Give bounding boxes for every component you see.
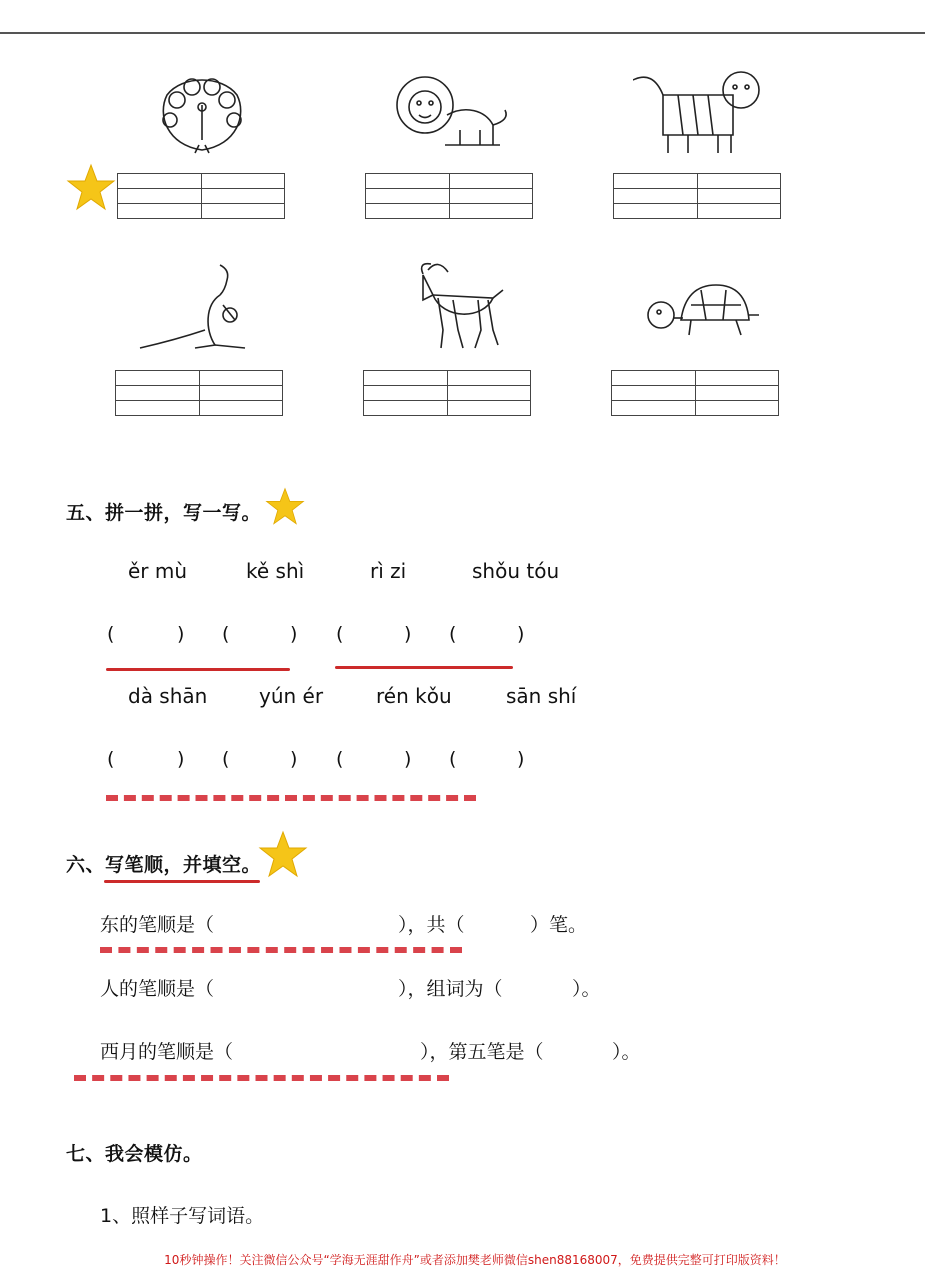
question-text: 东的笔顺是（: [100, 914, 215, 936]
star-icon: [265, 487, 305, 527]
question-text: ），第五笔是（: [420, 1041, 544, 1063]
animal-cell-peacock: [117, 65, 287, 240]
writing-grid[interactable]: [117, 173, 285, 219]
pinyin-label: sān shí: [506, 684, 577, 708]
answer-paren-open: (: [336, 748, 344, 770]
answer-paren-open: (: [336, 623, 344, 645]
animal-cell-tiger: [613, 65, 783, 240]
section5-title: 五、拼一拼，写一写。: [66, 502, 262, 524]
question-text: 西月的笔顺是（: [100, 1041, 234, 1063]
red-underline: [335, 666, 513, 669]
question-text: 1、照样子写词语。: [100, 1205, 265, 1227]
animal-cell-goat: [363, 260, 533, 435]
kangaroo-icon: [135, 260, 265, 355]
pinyin-label: shǒu tóu: [472, 559, 560, 583]
pinyin-label: yún ér: [259, 684, 324, 708]
red-dashed-underline: [106, 795, 476, 801]
answer-paren-close: ): [177, 748, 185, 770]
red-underline: [104, 880, 260, 883]
writing-grid[interactable]: [613, 173, 781, 219]
pinyin-label: rì zi: [370, 559, 407, 583]
lion-icon: [385, 65, 515, 160]
turtle-icon: [631, 260, 761, 355]
question-text: ），共（: [398, 914, 465, 936]
goat-icon: [383, 260, 513, 355]
red-dashed-underline: [100, 947, 462, 953]
animal-cell-lion: [365, 65, 535, 240]
peacock-icon: [137, 65, 267, 160]
answer-paren-close: ): [404, 748, 412, 770]
answer-paren-open: (: [449, 748, 457, 770]
top-rule: [0, 32, 925, 34]
footer-note: 10秒钟操作！关注微信公众号“学海无涯甜作舟”或者添加樊老师微信shen88168007，免费提供完整可打印版资料！: [164, 1253, 786, 1267]
writing-grid[interactable]: [363, 370, 531, 416]
star-icon: [258, 830, 308, 880]
animal-cell-turtle: [611, 260, 781, 435]
answer-paren-close: ): [290, 623, 298, 645]
pinyin-label: dà shān: [128, 684, 208, 708]
question-text: ）。: [612, 1041, 641, 1063]
red-dashed-underline: [74, 1075, 449, 1081]
answer-paren-close: ): [177, 623, 185, 645]
star-icon: [66, 163, 116, 213]
red-underline: [106, 668, 290, 671]
answer-paren-open: (: [222, 623, 230, 645]
answer-paren-close: ): [517, 623, 525, 645]
section7-title: 七、我会模仿。: [66, 1143, 203, 1165]
answer-paren-close: ): [404, 623, 412, 645]
pinyin-label: ěr mù: [128, 559, 188, 583]
answer-paren-open: (: [222, 748, 230, 770]
question-text: ），组词为（: [398, 978, 503, 1000]
writing-grid[interactable]: [611, 370, 779, 416]
question-text: ）。: [572, 978, 601, 1000]
answer-paren-open: (: [107, 623, 115, 645]
tiger-icon: [633, 65, 763, 160]
writing-grid[interactable]: [115, 370, 283, 416]
answer-paren-open: (: [449, 623, 457, 645]
answer-paren-close: ): [290, 748, 298, 770]
animal-cell-kangaroo: [115, 260, 285, 435]
answer-paren-open: (: [107, 748, 115, 770]
question-text: ）笔。: [530, 914, 588, 936]
pinyin-label: kě shì: [246, 559, 305, 583]
section6-title: 六、写笔顺，并填空。: [66, 854, 262, 876]
writing-grid[interactable]: [365, 173, 533, 219]
pinyin-label: rén kǒu: [376, 684, 452, 708]
answer-paren-close: ): [517, 748, 525, 770]
question-text: 人的笔顺是（: [100, 978, 215, 1000]
